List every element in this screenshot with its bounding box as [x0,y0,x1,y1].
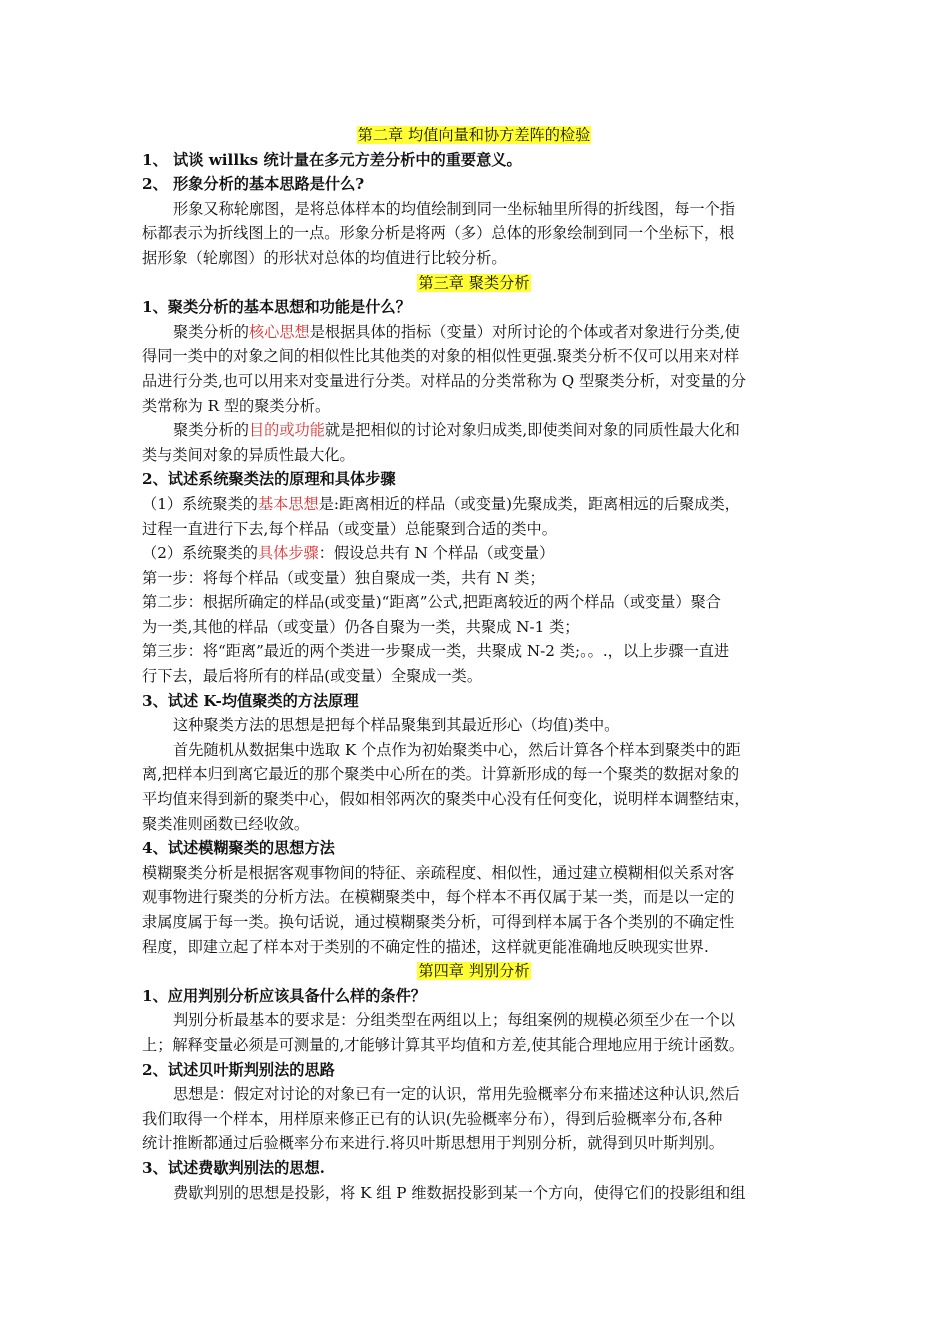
ch3-answer-4-line-4: 程度，即建立起了样本对于类别的不确定性的描述，这样就更能准确地反映现实世界. [142,937,709,956]
ch3-answer-3-line-3: 离,把样本归到离它最近的那个聚类中心所在的类。计算新形成的每一个聚类的数据对象的 [142,765,740,784]
ch4-question-1: 1、应用判别分析应该具备什么样的条件？ [142,986,426,1005]
emphasis-purpose: 目的或功能 [248,421,325,440]
text-span: 聚类分析的 [173,421,249,440]
ch3-question-3: 3、试述 K-均值聚类的方法原理 [142,691,359,710]
ch4-answer-2-line-1: 思想是：假定对讨论的对象已有一定的认识，常用先验概率分布来描述这种认识,然后 [173,1085,740,1104]
text-span: 就是把相似的讨论对象归成类,即使类间对象的同质性最大化和 [324,421,740,440]
ch3-step-2-line-2: 为一类,其他的样品（或变量）仍各自聚为一类，共聚成 N-1 类； [142,617,580,636]
ch2-question-2: 2、 形象分析的基本思路是什么? [142,175,365,194]
ch3-step-1: 第一步：将每个样品（或变量）独自聚成一类，共有 N 类； [142,568,545,587]
text-span: （2）系统聚类的 [142,544,258,563]
ch3-answer-3-line-2: 首先随机从数据集中选取 K 个点作为初始聚类中心，然后计算各个样本到聚类中的距 [173,740,741,759]
ch3-answer-4-line-3: 隶属度属于每一类。换句话说，通过模糊聚类分析，可得到样本属于各个类别的不确定性 [142,913,735,931]
text-span: 聚类分析的 [173,322,249,341]
ch2-answer-2-line-2: 标都表示为折线图上的一点。形象分析是将两（多）总体的形象绘制到同一个坐标下，根 [142,224,735,243]
ch3-step-3-line-2: 行下去，最后将所有的样品(或变量）全聚成一类。 [142,667,483,686]
ch2-answer-2-line-3: 据形象（轮廓图）的形状对总体的均值进行比较分析。 [142,248,507,267]
ch3-step-3-line-1: 第三步：将“距离”最近的两个类进一步聚成一类，共聚成 N-2 类;。。.，以上步骤一直进 [142,642,730,661]
ch4-answer-2-line-2: 我们取得一个样本，用样原来修正已有的认识(先验概率分布），得到后验概率分布,各种 [142,1109,723,1128]
ch3-answer-3-line-1: 这种聚类方法的思想是把每个样品聚集到其最近形心（均值)类中。 [173,716,620,735]
document-page [142,123,806,1205]
ch4-answer-2-line-3: 统计推断都通过后验概率分布来进行.将贝叶斯思想用于判别分析，就得到贝叶斯判别。 [142,1134,724,1153]
ch4-question-2: 2、试述贝叶斯判别法的思路 [142,1060,335,1079]
ch3-question-1: 1、聚类分析的基本思想和功能是什么？ [142,298,411,317]
ch3-answer-1-line-5 [142,418,806,443]
chapter-4-title: 第四章 判别分析 [418,962,530,981]
emphasis-steps: 具体步骤 [257,544,319,563]
ch3-answer-1-line-4: 类常称为 R 型的聚类分析。 [142,396,331,415]
emphasis-core-idea: 核心思想 [248,322,310,341]
ch3-answer-4-line-1: 模糊聚类分析是根据客观事物间的特征、亲疏程度、相似性，通过建立模糊相似关系对客 [142,863,735,882]
ch3-answer-3-line-5: 聚类准则函数已经收敛。 [142,814,310,833]
emphasis-basic-idea: 基本思想 [257,494,319,513]
ch2-answer-2-line-1: 形象又称轮廓图，是将总体样本的均值绘制到同一坐标轴里所得的折线图，每一个指 [173,199,735,218]
ch3-answer-1-line-3: 品进行分类,也可以用来对变量进行分类。对样品的分类常称为 Q 型聚类分析，对变量的分 [142,371,747,390]
chapter-2-heading [142,123,806,148]
chapter-3-heading [142,271,806,296]
text-span: （1）系统聚类的 [142,494,258,513]
ch4-answer-1-line-1: 判别分析最基本的要求是：分组类型在两组以上；每组案例的规模必须至少在一个以 [173,1011,735,1030]
ch3-answer-3-line-4: 平均值来得到新的聚类中心，假如相邻两次的聚类中心没有任何变化，说明样本调整结束， [142,790,750,809]
chapter-2-title: 第二章 均值向量和协方差阵的检验 [357,126,591,144]
text-span: ：假设总共有 N 个样品（或变量） [318,544,555,563]
ch3-answer-1-line-1 [142,320,806,345]
chapter-3-title: 第三章 聚类分析 [418,273,530,292]
ch3-answer-2-line-3 [142,541,806,566]
ch3-answer-4-line-2: 观事物进行聚类的分析方法。在模糊聚类中，每个样本不再仅属于某一类，而是以一定的 [142,888,735,907]
ch3-question-4: 4、试述模糊聚类的思想方法 [142,839,335,858]
ch3-answer-2-line-1 [142,492,806,517]
chapter-4-heading [142,959,806,984]
ch2-question-1: 1、 试谈 willks 统计量在多元方差分析中的重要意义。 [142,150,522,169]
text-span: 是:距离相近的样品（或变量)先聚成类，距离相远的后聚成类， [318,494,740,513]
ch3-question-2: 2、试述系统聚类法的原理和具体步骤 [142,470,396,489]
text-span: 是根据具体的指标（变量）对所讨论的个体或者对象进行分类,使 [309,322,740,341]
ch4-answer-1-line-2: 上；解释变量必须是可测量的,才能够计算其平均值和方差,使其能合理地应用于统计函数。 [142,1035,744,1054]
ch4-question-3: 3、试述费歇判别法的思想. [142,1158,325,1177]
ch4-answer-3-line-1: 费歇判别的思想是投影，将 K 组 P 维数据投影到某一个方向，使得它们的投影组和组 [173,1183,746,1202]
ch3-answer-2-line-2: 过程一直进行下去,每个样品（或变量）总能聚到合适的类中。 [142,519,557,538]
ch3-answer-1-line-2: 得同一类中的对象之间的相似性比其他类的对象的相似性更强.聚类分析不仅可以用来对样 [142,347,740,366]
ch3-answer-1-line-6: 类与类间对象的异质性最大化。 [142,445,355,464]
ch3-step-2-line-1: 第二步：根据所确定的样品(或变量)“距离”公式,把距离较近的两个样品（或变量）聚合 [142,593,721,612]
